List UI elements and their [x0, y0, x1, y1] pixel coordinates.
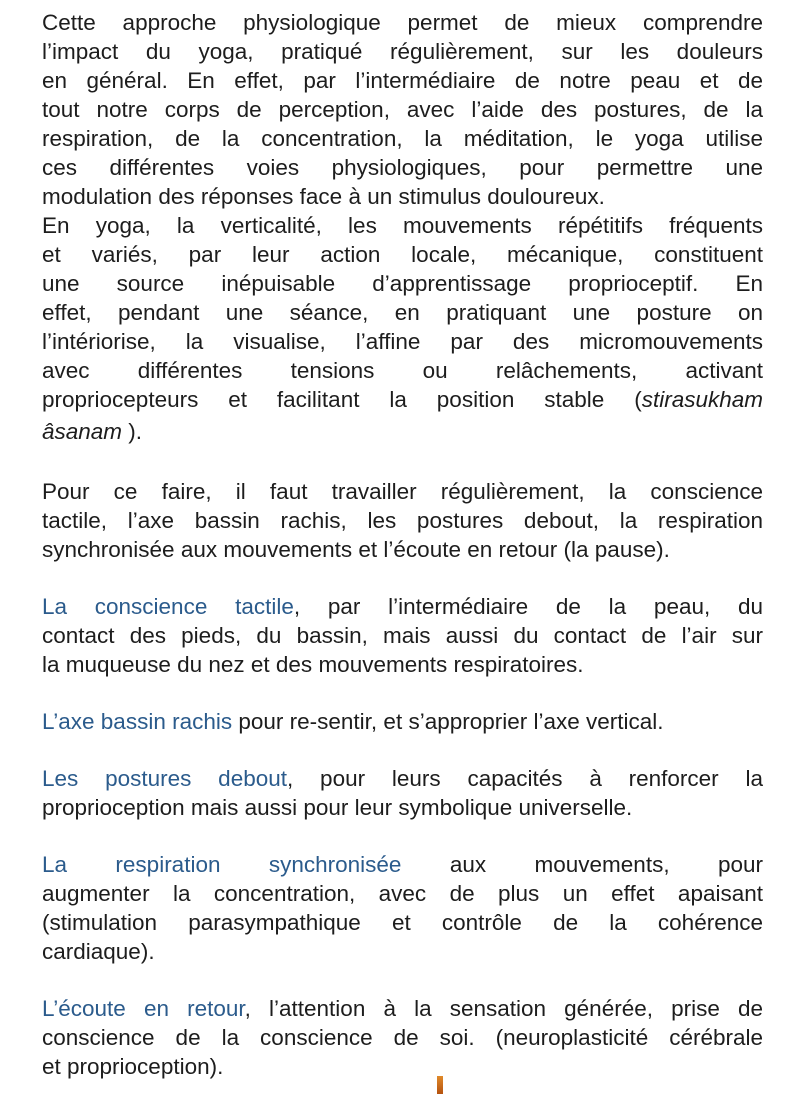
text-line — [42, 1052, 763, 1081]
text-segment: respiration, de la concentration, la méditation, le yoga utilise — [42, 126, 763, 151]
paragraph — [42, 477, 763, 564]
text-line — [42, 937, 763, 966]
document-body — [42, 8, 763, 1109]
text-line — [42, 385, 763, 414]
text-segment: synchronisée aux mouvements et l’écoute en retour (la pause). — [42, 537, 670, 562]
text-segment: et proprioception). — [42, 1054, 224, 1079]
text-line — [42, 477, 763, 506]
text-segment: cardiaque). — [42, 939, 155, 964]
text-segment: pour re-sentir, et s’approprier l’axe vertical. — [232, 709, 664, 734]
text-segment: conscience de la conscience de soi. (neuroplasticité cérébrale — [42, 1025, 763, 1050]
text-segment: propriocepteurs et facilitant la position stable ( — [42, 387, 642, 412]
text-segment: Pour ce faire, il faut travailler régulièrement, la conscience — [42, 479, 763, 504]
highlighted-term: L’écoute en retour — [42, 996, 245, 1021]
text-line — [42, 66, 763, 95]
text-line — [42, 8, 763, 37]
text-line — [42, 182, 763, 211]
text-line — [42, 764, 763, 793]
text-segment: Cette approche physiologique permet de mieux comprendre — [42, 10, 763, 35]
page-marker — [437, 1076, 443, 1094]
text-segment: , par l’intermédiaire de la peau, du — [293, 594, 764, 619]
text-segment: , pour leurs capacités à renforcer la — [287, 766, 763, 791]
text-segment: tout notre corps de perception, avec l’aide des postures, de la — [42, 97, 763, 122]
italic-term: stirasukham — [641, 387, 763, 412]
text-line — [42, 124, 763, 153]
text-line — [42, 327, 763, 356]
paragraph — [42, 850, 763, 966]
text-line — [42, 535, 763, 564]
text-line — [42, 356, 763, 385]
paragraph — [42, 592, 763, 679]
paragraph — [42, 211, 763, 449]
text-line — [42, 850, 763, 879]
text-line — [42, 793, 763, 822]
text-segment: ). — [122, 419, 143, 444]
text-line — [42, 506, 763, 535]
text-segment: augmenter la concentration, avec de plus un effet apaisant — [42, 881, 763, 906]
paragraph — [42, 707, 763, 736]
highlighted-term: La respiration synchronisée — [42, 852, 402, 877]
text-segment: , l’attention à la sensation générée, prise de — [244, 996, 764, 1021]
text-segment: et variés, par leur action locale, mécanique, constituent — [42, 242, 763, 267]
text-segment: la muqueuse du nez et des mouvements respiratoires. — [42, 652, 584, 677]
text-segment: modulation des réponses face à un stimulus douloureux. — [42, 184, 605, 209]
text-line — [42, 908, 763, 937]
text-line — [42, 211, 763, 240]
highlighted-term: Les postures debout — [42, 766, 287, 791]
text-segment: ces différentes voies physiologiques, pour permettre une — [42, 155, 763, 180]
paragraph — [42, 994, 763, 1081]
paragraph — [42, 8, 763, 211]
text-line — [42, 240, 763, 269]
highlighted-term: L’axe bassin rachis — [42, 709, 233, 734]
text-segment: l’impact du yoga, pratiqué régulièrement, sur les douleurs — [42, 39, 763, 64]
text-line — [42, 95, 763, 124]
text-segment: tactile, l’axe bassin rachis, les postures debout, la respiration — [42, 508, 763, 533]
text-segment: En yoga, la verticalité, les mouvements répétitifs fréquents — [42, 213, 763, 238]
text-segment: avec différentes tensions ou relâchements, activant — [42, 358, 763, 383]
text-line — [42, 1023, 763, 1052]
text-segment: (stimulation parasympathique et contrôle de la cohérence — [42, 910, 763, 935]
text-segment: aux mouvements, pour — [401, 852, 764, 877]
text-line — [42, 707, 763, 736]
text-line — [42, 592, 763, 621]
text-line — [42, 269, 763, 298]
text-segment: l’intériorise, la visualise, l’affine par des micromouvements — [42, 329, 763, 354]
text-line — [42, 879, 763, 908]
highlighted-term: La conscience tactile — [42, 594, 294, 619]
text-line — [42, 621, 763, 650]
italic-term: âsanam — [42, 419, 123, 444]
text-segment: une source inépuisable d’apprentissage proprioceptif. En — [42, 271, 763, 296]
text-segment: proprioception mais aussi pour leur symbolique universelle. — [42, 795, 633, 820]
text-line — [42, 298, 763, 327]
text-segment: contact des pieds, du bassin, mais aussi du contact de l’air sur — [42, 623, 763, 648]
text-segment: effet, pendant une séance, en pratiquant une posture on — [42, 300, 763, 325]
text-line — [42, 153, 763, 182]
text-line — [42, 37, 763, 66]
paragraph — [42, 764, 763, 822]
text-segment: en général. En effet, par l’intermédiaire de notre peau et de — [42, 68, 763, 93]
text-line — [42, 994, 763, 1023]
text-line — [42, 414, 763, 449]
text-line — [42, 650, 763, 679]
